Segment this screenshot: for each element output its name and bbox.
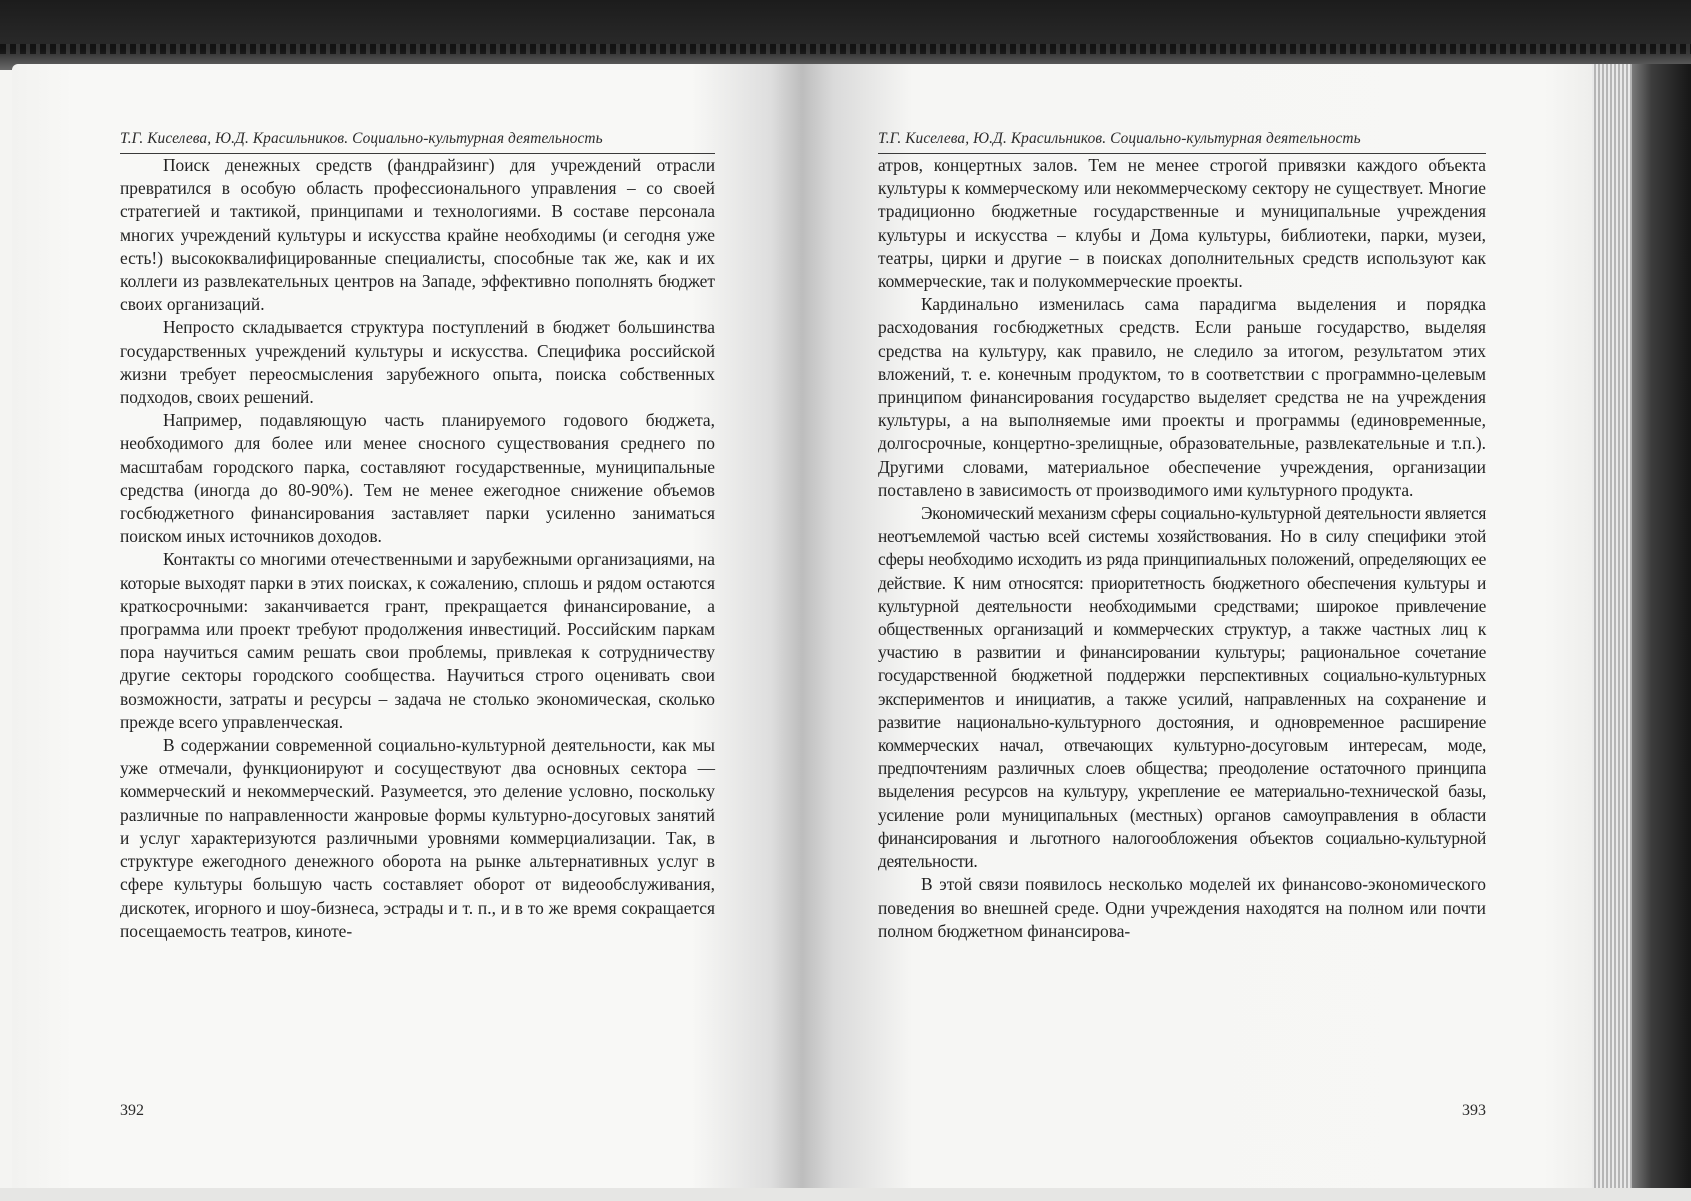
paragraph: Например, подавляющую часть планируемого годового бюджета, необходимого для более или менее сносного существования среднего по масштабам городского парка, составляют государственные, муниципальные средства (иногда до 80-90%). Тем не менее ежегодное снижение объемов госбюджетного финансирования заставляет парки усиленно заниматься поиском иных источников доходов.	[120, 410, 715, 547]
paragraph: Контакты со многими отечественными и зарубежными организациями, на которые выходят парки в этих поисках, к сожалению, сплошь и рядом остаются краткосрочными: заканчивается грант, прекращается финансирование, а программа или проект требуют продолжения инвестиций. Российским паркам пора научиться самим решать свои проблемы, привлекая к сотрудничеству другие секторы городского сообщества. Научиться строго оценивать свои возможности, затраты и ресурсы – задача не столько экономическая, сколько прежде всего управленческая.	[120, 549, 715, 732]
scanner-shadow	[0, 0, 1691, 70]
page-number-left: 392	[120, 1102, 144, 1119]
paragraph: Поиск денежных средств (фандрайзинг) для учреждений отрасли превратился в особую область профессионального управления – со своей стратегией и тактикой, принципами и технологиями. В составе персонала многих учреждений культуры и искусства крайне необходимы (и сегодня уже есть!) высококвалифицированные специалисты, способные так же, как и их коллеги из развлекательных центров на Западе, эффективно пополнять бюджет своих организаций.	[120, 155, 715, 315]
page-number-right: 393	[1462, 1102, 1486, 1119]
running-head-left: Т.Г. Киселева, Ю.Д. Красильников. Социально-культурная деятельность	[120, 130, 603, 147]
right-text-block	[878, 64, 1486, 1119]
page-edges	[1592, 64, 1632, 1201]
paragraph: Кардинально изменилась сама парадигма выделения и порядка расходования госбюджетных средств. Если раньше государство, выделяя средства на культуру, как правило, не следило за итогом, результатом этих вложений, т. е. конечным продуктом, то в соответствии с программно-целевым принципом финансирования государство выделяет средства не на учреждения культуры, а на выполняемые ими проекты и программы (единовременные, долгосрочные, концертно-зрелищные, образовательные, развлекательные и т.п.). Другими словами, материальное обеспечение учреждения, организации поставлено в зависимость от производимого ими культурного продукта.	[878, 294, 1486, 500]
paragraph: Экономический механизм сферы социально-культурной деятельности является неотъемлемой частью всей системы хозяйствования. Но в силу специфики этой сферы необходимо исходить из ряда принципиальных положений, определяющих ее действие. К ним относятся: приоритетность бюджетного обеспечения культуры и культурной деятельности необходимыми средствами; широкое привлечение общественных организаций и коммерческих структур, а также частных лиц к участию в развитии и финансировании культуры; рациональное сочетание государственной бюджетной поддержки перспективных социально-культурных экспериментов и инициатив, а также усилий, направленных на сохранение и развитие национально-культурного достояния, и одновременное расширение коммерческих начал, отвечающих культурно-досуговым интересам, моде, предпочтениям различных слоев общества; преодоление остаточного принципа выделения ресурсов на культуру, укрепление ее материально-технической базы, усиление роли муниципальных (местных) органов самоуправления в области финансирования и льготного налогообложения объектов социально-культурной деятельности.	[878, 503, 1486, 872]
paragraph-continuation: атров, концертных залов. Тем не менее строгой привязки каждого объекта культуры к коммерческому или некоммерческому сектору не существует. Многие традиционно бюджетные государственные и муниципальные учреждения культуры и искусства – клубы и Дома культуры, библиотеки, парки, музеи, театры, цирки и другие – в поисках дополнительных средств используют как коммерческие, так и полукоммерческие проекты.	[878, 155, 1486, 292]
left-text-block	[120, 64, 715, 1119]
book-edge	[1592, 64, 1691, 1201]
paragraph: Непросто складывается структура поступлений в бюджет большинства государственных учреждений культуры и искусства. Специфика российской жизни требует переосмысления зарубежного опыта, поиска собственных подходов, своих решений.	[120, 317, 715, 408]
right-column	[878, 154, 1486, 943]
bottom-margin	[0, 1188, 1691, 1201]
paragraph: В этой связи появилось несколько моделей их финансово-экономического поведения во внешней среде. Одни учреждения находятся на полном или почти полном бюджетном финансирова-	[878, 874, 1486, 941]
left-column	[120, 154, 715, 943]
paragraph: В содержании современной социально-культурной деятельности, как мы уже отмечали, функционируют и сосуществуют два основных сектора — коммерческий и некоммерческий. Разумеется, это деление условно, поскольку различные по направленности жанровые формы культурно-досуговых занятий и услуг характеризуются различными уровнями коммерциализации. Так, в структуре ежегодного денежного оборота на рынке альтернативных услуг в сфере культуры большую часть составляет оборот от видеообслуживания, дискотек, игорного и шоу-бизнеса, эстрады и т. п., и в то же время сокращается посещаемость театров, киноте-	[120, 735, 715, 941]
running-head-right: Т.Г. Киселева, Ю.Д. Красильников. Социально-культурная деятельность	[878, 130, 1361, 147]
